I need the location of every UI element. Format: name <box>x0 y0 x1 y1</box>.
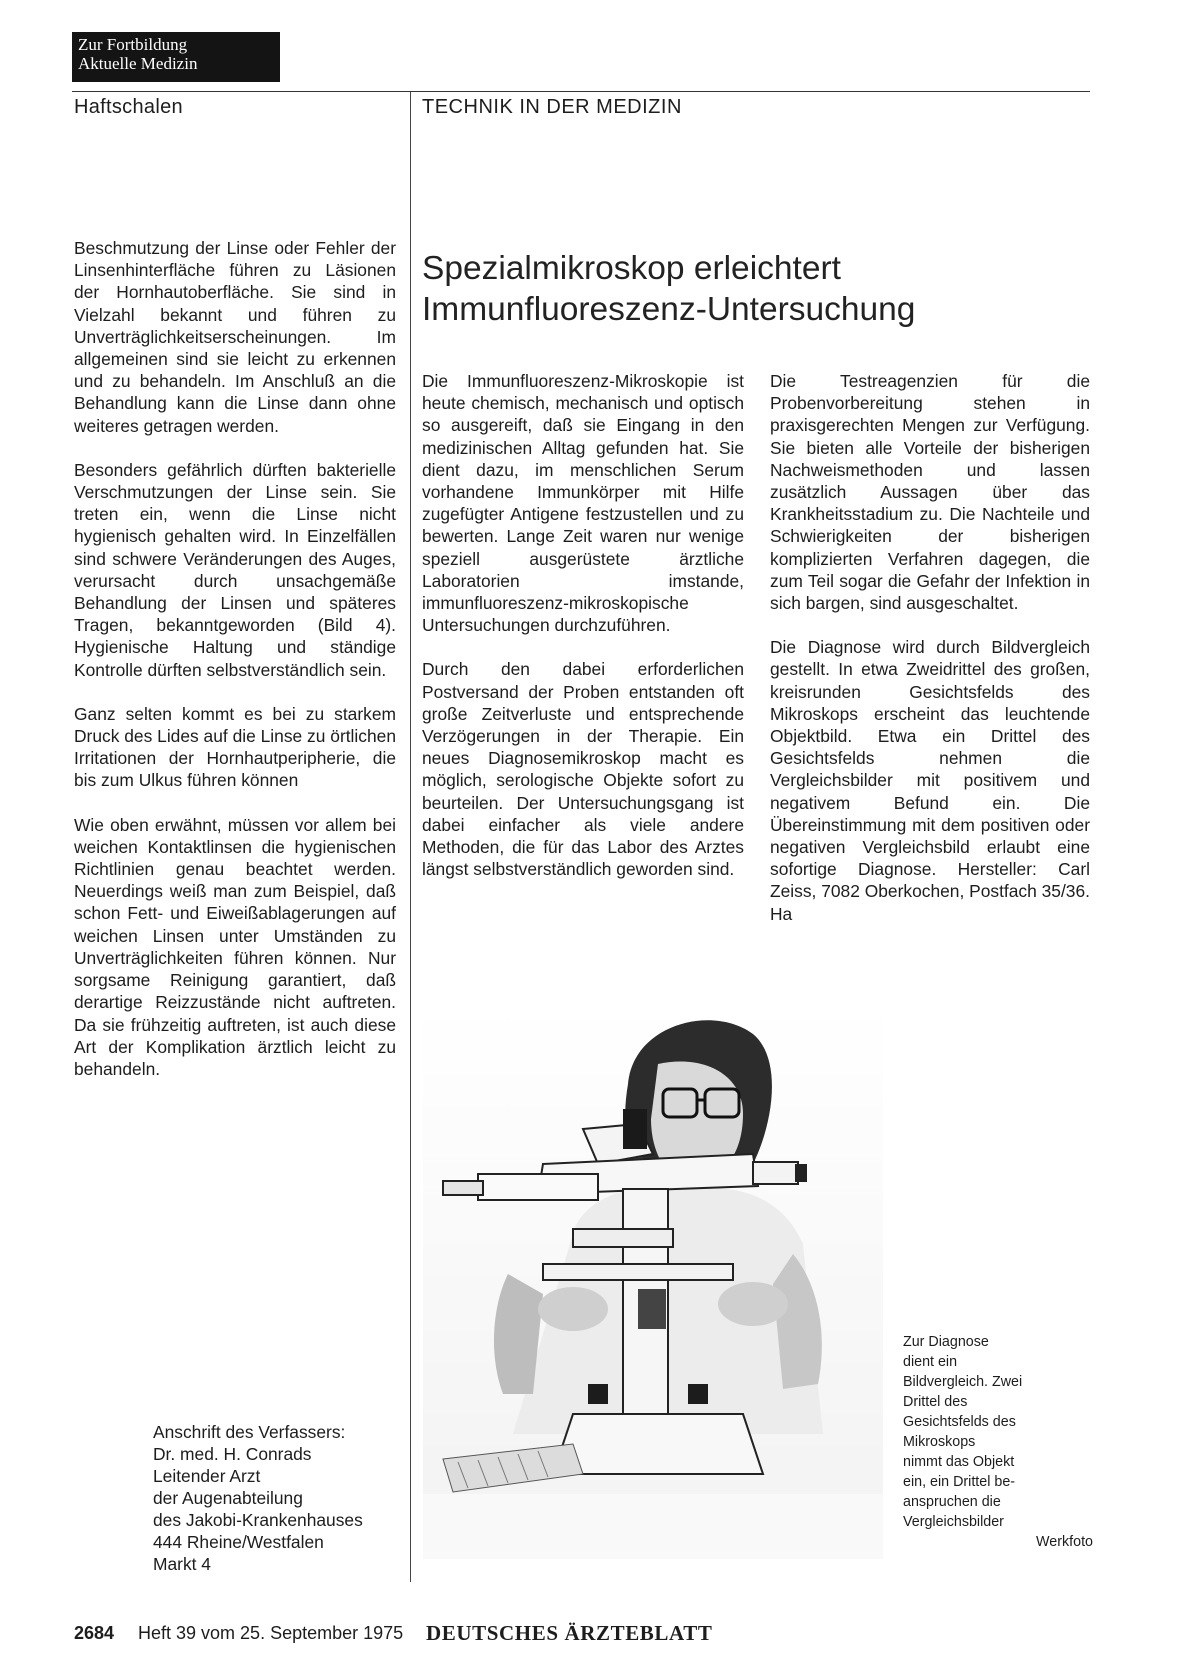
section-label-line2: Aktuelle Medizin <box>78 54 198 73</box>
middle-column-text <box>422 370 744 902</box>
paragraph: Besonders gefährlich dürften bakterielle Verschmutzungen der Linse sein. Sie treten ein, wenn die Linse nicht hygienisch gehalten wird. In Einzelfällen sind schwere Veränderungen des Auges, verursacht durch unsachgemäße Behandlung der Linsen und späteres Tragen, bekanntgeworden (Bild 4). Hygienische Haltung und ständige Kontrolle dürften selbstverständlich sein. <box>74 459 396 680</box>
page-number: 2684 <box>74 1623 115 1643</box>
caption-line: nimmt das Objekt <box>903 1454 1015 1470</box>
paragraph: Ganz selten kommt es bei zu starkem Druck des Lides auf die Linse zu örtlichen Irritationen der Hornhautperipherie, die bis zum Ulkus führen können <box>74 703 396 791</box>
paragraph: Wie oben erwähnt, müssen vor allem bei weichen Kontaktlinsen die hygienischen Richtlinien genau beachtet werden. Neuerdings weiß man zum Beispiel, daß schon Fett- und Eiweißablagerungen auf weichen Linsen unter Umständen zu Unverträglichkeiten führen können. Nur sorgsame Reinigung garantiert, daß derartige Reizzustände nicht auftreten. Da sie frühzeitig auftreten, ist auch diese Art der Komplikation ärztlich leicht zu behandeln. <box>74 814 396 1079</box>
right-column-text <box>770 370 1119 947</box>
caption-line: Drittel des <box>903 1394 968 1410</box>
address-line: 444 Rheine/Westfalen <box>153 1532 324 1552</box>
left-section-title: Haftschalen <box>74 96 183 118</box>
address-line: Anschrift des Verfassers: <box>153 1422 346 1442</box>
address-line: Dr. med. H. Conrads <box>153 1444 312 1464</box>
caption-line: Mikroskops <box>903 1434 976 1450</box>
caption-line: Bildvergleich. Zwei <box>903 1374 1023 1390</box>
caption-line: anspruchen die <box>903 1494 1001 1510</box>
article-headline <box>422 248 1122 330</box>
left-column-text <box>74 237 396 1102</box>
column-divider <box>410 92 411 1582</box>
photo-credit: Werkfoto <box>1036 1534 1093 1550</box>
caption-line: Zur Diagnose <box>903 1334 989 1350</box>
photo-caption <box>903 1332 1093 1552</box>
section-label-line1: Zur Fortbildung <box>78 35 188 54</box>
headline-line2: Immunfluoreszenz-Untersuchung <box>422 291 916 328</box>
microscope-photo <box>423 1004 883 1559</box>
paragraph: Beschmutzung der Linse oder Fehler der Linsenhinterfläche führen zu Läsionen der Hornhautoberfläche. Sie sind in Vielzahl bekannt und führen zu Unverträglichkeitserscheinungen. Im allgemeinen sind sie leicht zu erkennen und zu behandeln. Im Anschluß an die Behandlung kann die Linse dann ohne weiteres getragen werden. <box>74 238 396 436</box>
address-line: der Augenabteilung <box>153 1488 303 1508</box>
section-label-box <box>72 32 280 82</box>
paragraph: Die Immunfluoreszenz-Mikroskopie ist heute chemisch, mechanisch und optisch so ausgereift, daß sie Eingang in den medizinischen Alltag gefunden hat. Sie dient dazu, im menschlichen Serum vorhandene Immunkörper mit Hilfe zugefügter Antigene festzustellen und zu bewerten. Lange Zeit waren nur wenige speziell ausgerüstete ärztliche Laboratorien imstande, immunfluoreszenz-mikroskopische Untersuchungen durchzuführen. <box>422 371 744 636</box>
caption-line: ein, ein Drittel be- <box>903 1474 1016 1490</box>
journal-name: DEUTSCHES ÄRZTEBLATT <box>426 1621 713 1645</box>
caption-line: Gesichtsfelds des <box>903 1414 1016 1430</box>
caption-line: Vergleichsbilder <box>903 1514 1004 1530</box>
header-rule <box>72 91 1090 92</box>
issue-info: Heft 39 vom 25. September 1975 <box>138 1623 404 1643</box>
right-section-title: TECHNIK IN DER MEDIZIN <box>422 96 682 118</box>
address-line: Leitender Arzt <box>153 1466 261 1486</box>
caption-line: dient ein <box>903 1354 958 1370</box>
paragraph: Die Testreagenzien für die Probenvorbereitung stehen in praxisgerechten Mengen zur Verfügung. Sie bieten alle Vorteile der bisherigen Nachweismethoden und lassen zusätzlich Aussagen über das Krankheitsstadium zu. Die Nachteile und Schwierigkeiten der bisherigen komplizierten Verfahren dagegen, die zum Teil sogar die Gefahr der Infektion in sich bargen, sind ausgeschaltet. <box>770 371 1090 614</box>
paragraph: Die Diagnose wird durch Bildvergleich gestellt. In etwa Zweidrittel des großen, kreisrunden Gesichtsfelds des Mikroskops erscheint das leuchtende Objektbild. Etwa ein Drittel des Gesichtsfelds nehmen die Vergleichsbilder mit positivem und negativem Befund ein. Die Übereinstimmung mit dem positiven oder negativen Vergleichsbild erlaubt eine sofortige Diagnose. Hersteller: Carl Zeiss, 7082 Oberkochen, Postfach 35/36. Ha <box>770 637 1119 924</box>
address-line: Markt 4 <box>153 1554 211 1574</box>
address-line: des Jakobi-Krankenhauses <box>153 1510 363 1530</box>
author-address <box>153 1421 403 1575</box>
headline-line1: Spezialmikroskop erleichtert <box>422 250 841 287</box>
paragraph: Durch den dabei erforderlichen Postversand der Proben entstanden oft große Zeitverluste und entsprechende Verzögerungen in der Therapie. Ein neues Diagnosemikroskop macht es möglich, serologische Objekte sofort zu beurteilen. Der Untersuchungsgang ist dabei einfacher als viele andere Methoden, die für das Labor des Arztes längst selbstverständlich geworden sind. <box>422 659 744 880</box>
